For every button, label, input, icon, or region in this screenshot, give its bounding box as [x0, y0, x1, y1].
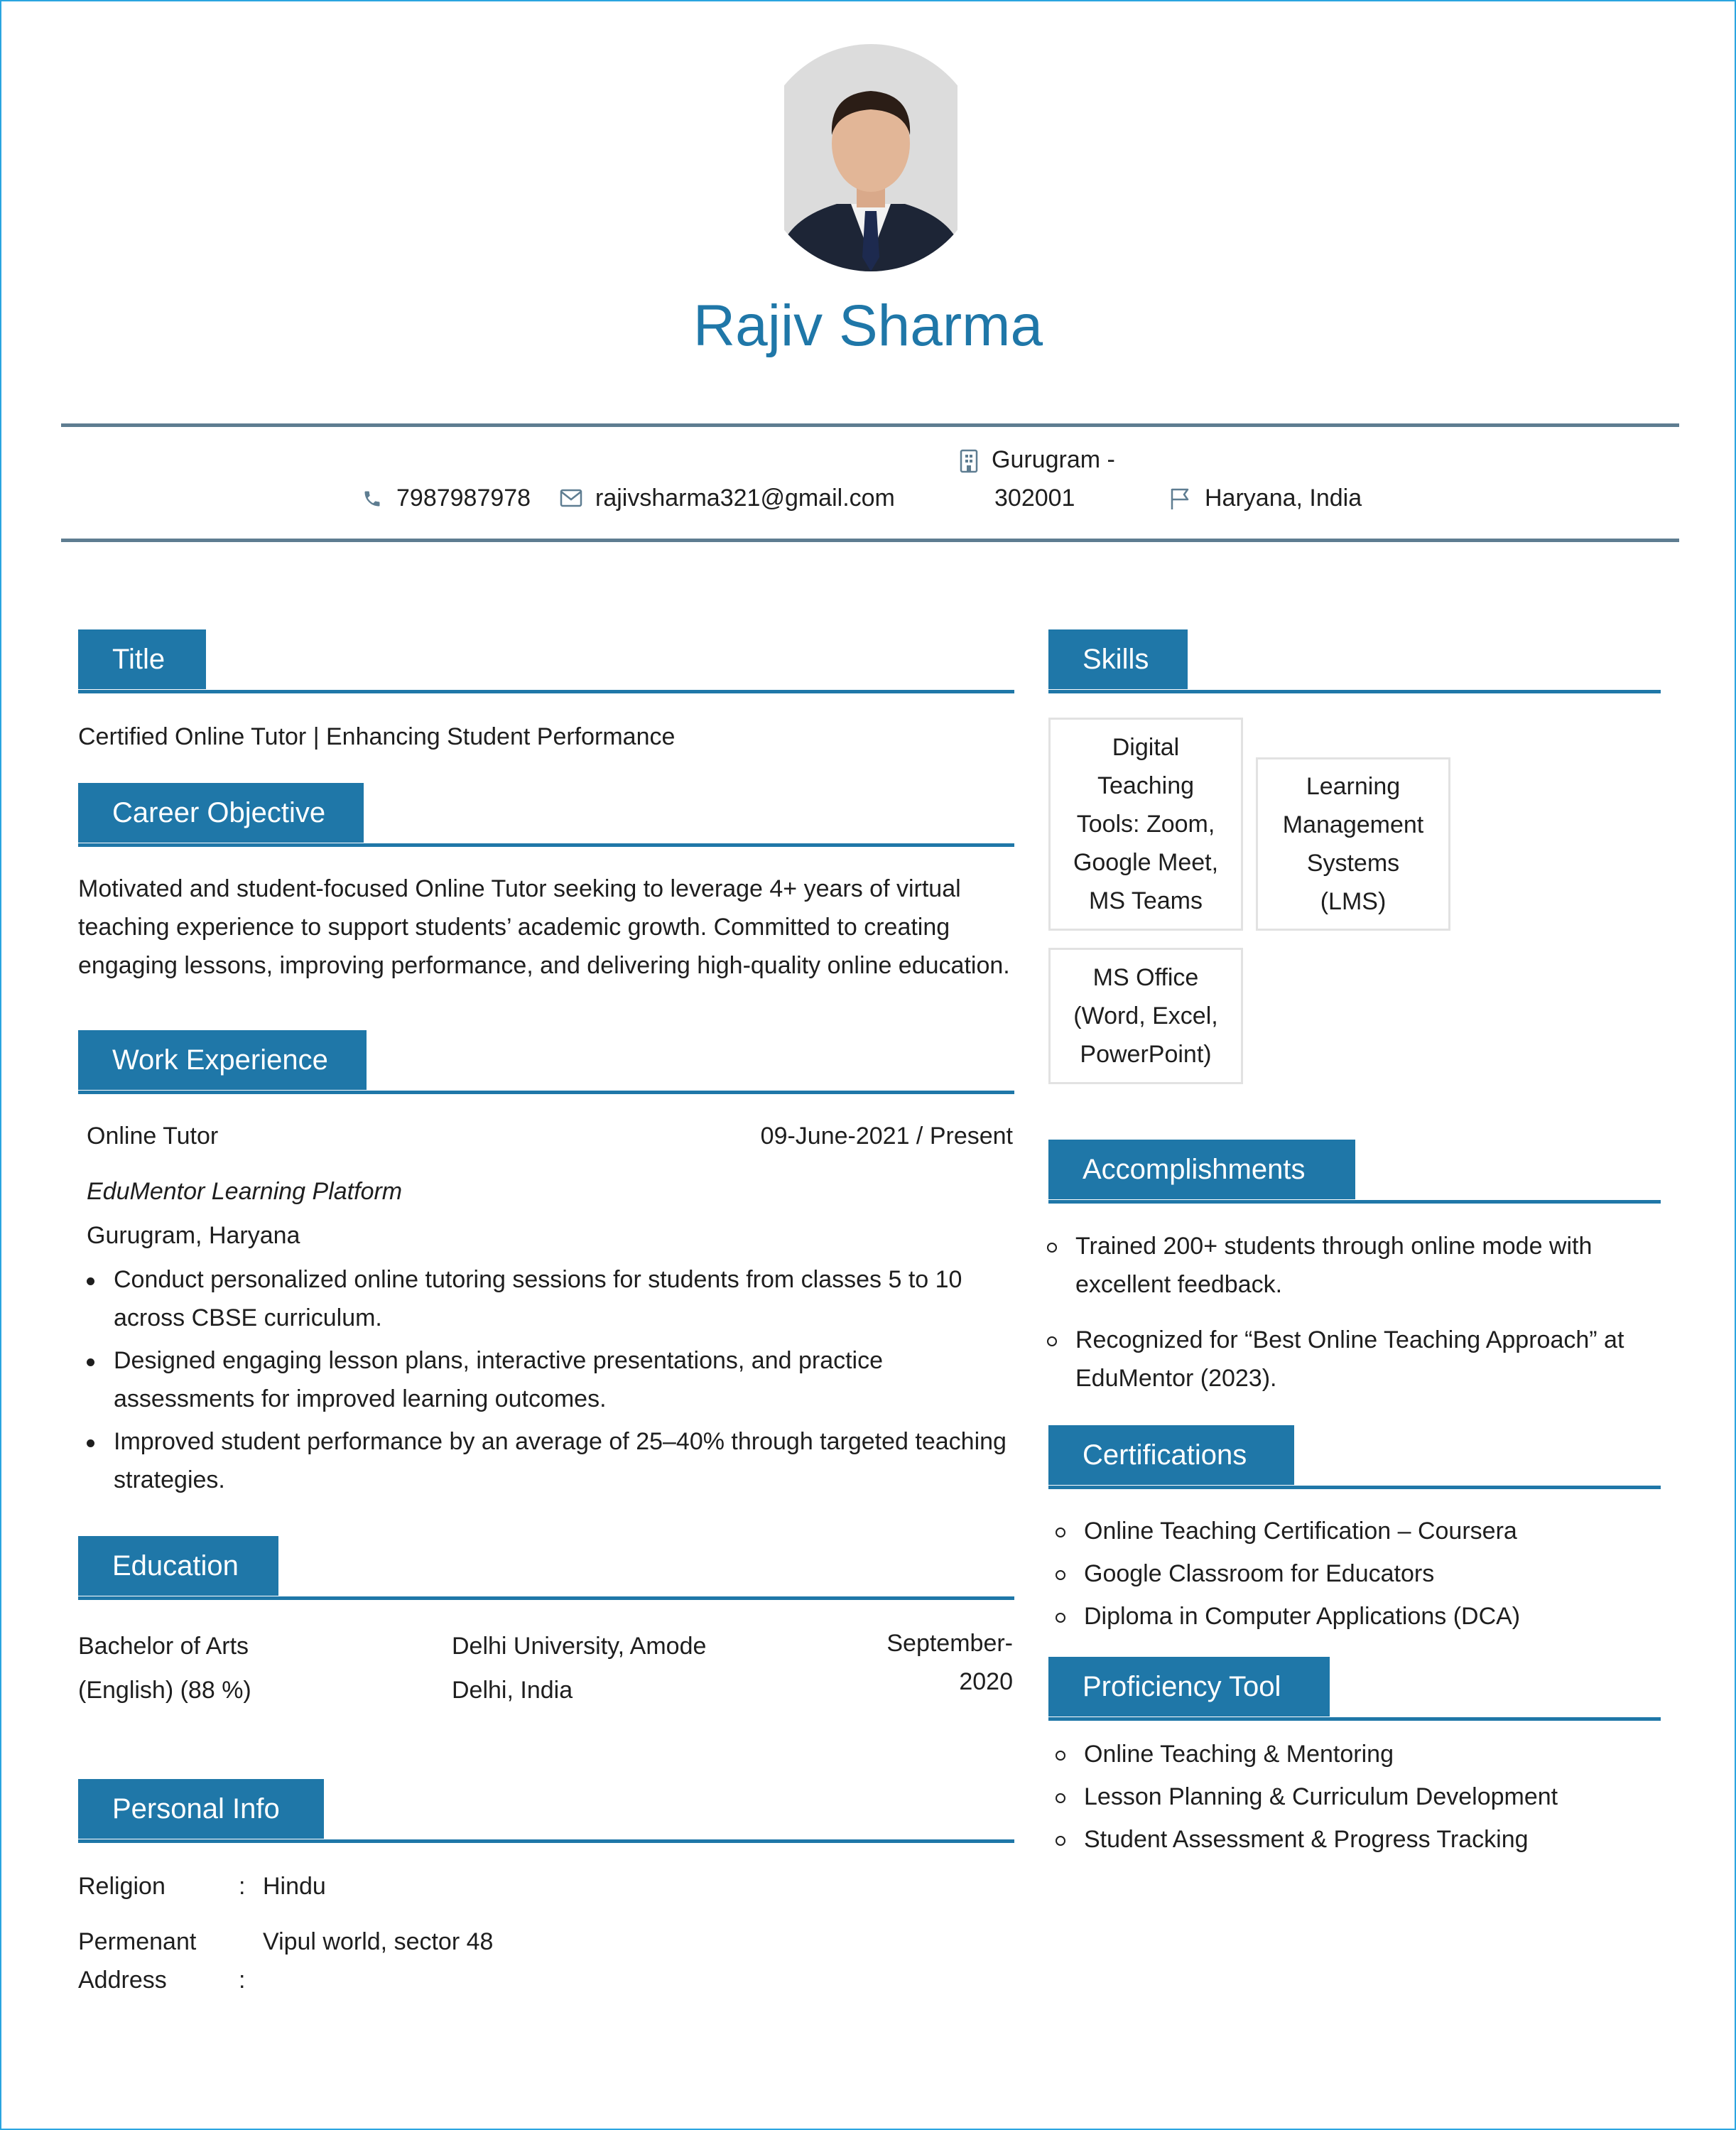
job-location: Gurugram, Haryana: [87, 1222, 300, 1249]
section-career-objective: [78, 783, 1014, 847]
proficiency-item: Student Assessment & Progress Tracking: [1048, 1820, 1661, 1859]
proficiency-item: Lesson Planning & Curriculum Development: [1048, 1778, 1661, 1816]
education-date-line2: 2020: [959, 1668, 1013, 1695]
proficiency-tool-heading: Proficiency Tool: [1048, 1657, 1330, 1717]
contact-email[interactable]: [557, 479, 895, 517]
profile-photo: [759, 44, 983, 271]
section-education: [78, 1536, 1014, 1600]
education-date: [818, 1624, 1013, 1701]
education-line: [78, 1596, 1014, 1600]
section-accomplishments: [1048, 1140, 1661, 1204]
education-institution: Delhi University, Amode Delhi, India: [452, 1633, 707, 1704]
certifications-heading: Certifications: [1048, 1425, 1294, 1485]
job-bullet: Improved student performance by an average of 25–40% through targeted teaching strategies.: [78, 1422, 1023, 1499]
flag-icon: [1169, 487, 1190, 510]
certifications-list: [1048, 1512, 1661, 1640]
religion-value: Hindu: [263, 1873, 326, 1900]
education-heading: Education: [78, 1536, 278, 1596]
religion-label: Religion: [78, 1873, 166, 1900]
education-degree: Bachelor of Arts (English) (88 %): [78, 1633, 251, 1704]
accomplishments-heading: Accomplishments: [1048, 1140, 1355, 1199]
mail-icon: [560, 489, 582, 507]
phone-icon: [362, 489, 382, 509]
religion-colon: :: [239, 1873, 246, 1900]
city-line1: Gurugram -: [992, 446, 1115, 473]
contact-phone[interactable]: [359, 479, 531, 517]
contact-region: [1166, 479, 1362, 517]
skill-chip: MS Office (Word, Excel, PowerPoint): [1048, 948, 1243, 1084]
company-name: EduMentor Learning Platform: [87, 1178, 403, 1205]
divider-top: [61, 423, 1679, 427]
divider-bottom: [61, 539, 1679, 542]
certifications-line: [1048, 1486, 1661, 1489]
candidate-name: Rajiv Sharma: [693, 293, 1043, 358]
job-bullet: Designed engaging lesson plans, interactive presentations, and practice assessments for improved learning outcomes.: [78, 1341, 1023, 1418]
personal-info-heading: Personal Info: [78, 1779, 324, 1839]
work-experience-line: [78, 1091, 1014, 1094]
skill-chip: Digital Teaching Tools: Zoom, Google Meet, MS Teams: [1048, 718, 1243, 931]
phone-number: 7987987978: [396, 485, 531, 512]
proficiency-list: [1048, 1735, 1661, 1863]
job-bullets: [78, 1260, 1023, 1503]
section-skills: [1048, 629, 1661, 693]
skills-heading: Skills: [1048, 629, 1188, 689]
section-personal-info: [78, 1779, 1014, 1843]
section-work-experience: [78, 1030, 1014, 1094]
skill-chip: Learning Management Systems (LMS): [1256, 757, 1450, 931]
certification-item: Online Teaching Certification – Coursera: [1048, 1512, 1661, 1550]
contact-city: [957, 440, 1115, 517]
section-title-heading: Title: [78, 629, 206, 689]
education-date-line1: September-: [886, 1630, 1013, 1657]
accomplishment-item: Trained 200+ students through online mode with excellent feedback.: [1040, 1227, 1665, 1304]
proficiency-tool-line: [1048, 1717, 1661, 1721]
region-text: Haryana, India: [1205, 485, 1362, 512]
career-objective-text: Motivated and student-focused Online Tutor seeking to leverage 4+ years of virtual teaching experience to support students’ academic growth. Committed to creating engaging lessons, improving performance, and delivering high-quality online education.: [78, 875, 1010, 979]
career-objective-line: [78, 843, 1014, 847]
skills-line: [1048, 690, 1661, 693]
job-bullet: Conduct personalized online tutoring sessions for students from classes 5 to 10 across CBSE curriculum.: [78, 1260, 1023, 1337]
accomplishments-list: [1040, 1227, 1665, 1402]
job-role: Online Tutor: [87, 1123, 219, 1150]
personal-info-line: [78, 1839, 1014, 1843]
professional-title: Certified Online Tutor | Enhancing Student Performance: [78, 723, 676, 750]
proficiency-item: Online Teaching & Mentoring: [1048, 1735, 1661, 1773]
section-proficiency-tool: [1048, 1657, 1661, 1721]
address-colon: :: [239, 1967, 246, 1994]
section-title-line: [78, 690, 1014, 693]
accomplishment-item: Recognized for “Best Online Teaching Approach” at EduMentor (2023).: [1040, 1321, 1665, 1398]
address-value: Vipul world, sector 48: [263, 1928, 494, 1955]
email-address: rajivsharma321@gmail.com: [595, 485, 895, 512]
certification-item: Diploma in Computer Applications (DCA): [1048, 1597, 1661, 1636]
job-dates: 09-June-2021 / Present: [760, 1123, 1013, 1150]
address-label-line2: Address: [78, 1967, 167, 1994]
address-label-line1: Permenant: [78, 1928, 197, 1955]
accomplishments-line: [1048, 1200, 1661, 1204]
city-line2: 302001: [994, 485, 1075, 512]
career-objective-heading: Career Objective: [78, 783, 364, 843]
section-title: [78, 629, 1014, 693]
section-certifications: [1048, 1425, 1661, 1489]
address-label: [78, 1923, 196, 1999]
building-icon: [959, 449, 979, 473]
work-experience-heading: Work Experience: [78, 1030, 367, 1090]
certification-item: Google Classroom for Educators: [1048, 1555, 1661, 1593]
